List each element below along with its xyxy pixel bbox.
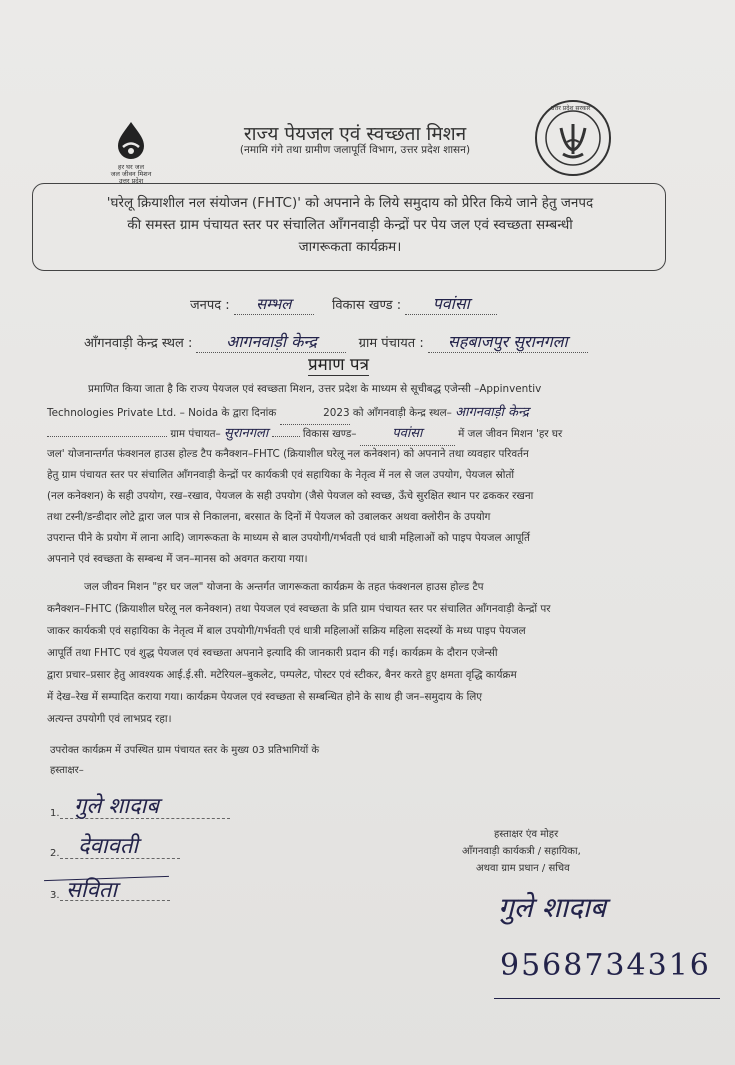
anganwadi-label: आँगनवाड़ी केन्द्र स्थल : — [84, 336, 193, 351]
vikas-khand-value: पवांसा — [432, 294, 470, 313]
participant-signature-1: गुले शादाब — [74, 794, 159, 819]
janpad-label: जनपद : — [190, 298, 230, 313]
participant-number-3: 3. — [50, 890, 60, 901]
mission-subtitle: (नमामि गंगे तथा ग्रामीण जलापूर्ति विभाग, उत्तर प्रदेश शासन) — [239, 144, 471, 156]
participant-signature-3: सविता — [66, 878, 118, 903]
date-year: 2023 — [323, 407, 350, 419]
signatory-label-3: अथवा ग्राम प्रधान / सचिव — [476, 863, 570, 874]
para2-line2: कनैक्शन–FHTC (क्रियाशील घरेलू नल कनेक्शन) तथा पेयजल एवं स्वच्छता के प्रति ग्राम पंचायत स्तर पर संचालित आँगनवाड़ी केन्द्रों पर — [47, 603, 551, 615]
para1-line2 — [47, 403, 687, 425]
program-line-3: जागरूकता कार्यक्रम। — [298, 239, 402, 255]
anganwadi-value: आगनवाड़ी केन्द्र — [226, 332, 317, 351]
para1-line8: उपरान्त पीने के प्रयोग में लाना आदि) जागरूकता के माध्यम से बाल उपयोगी/गर्भवती एवं धात्री महिलाओं को पाइप पेयजल आपूर्ति — [47, 532, 530, 544]
para1-line3-text-b: विकास खण्ड– — [302, 428, 357, 440]
janpad-value: सम्भल — [256, 295, 292, 313]
participant-number-2: 2. — [50, 848, 60, 859]
vikas-khand-label: विकास खण्ड : — [331, 298, 402, 313]
program-description — [44, 192, 656, 258]
para2-line5: द्वारा प्रचार–प्रसार हेतु आवश्यक आई.ई.सी. मटेरियल–बुकलेट, पम्पलेट, पोस्टर एवं स्टीकर, बैनर करते हुए क्षमता वृद्धि कार्यक्रम — [47, 669, 517, 681]
signatory-signature: गुले शादाब — [498, 891, 607, 924]
signatory-label-2: आँगनवाड़ी कार्यकत्री / सहायिका, — [462, 846, 581, 857]
village-hand: सुरानगला — [224, 426, 269, 441]
participants-intro: उपरोक्त कार्यक्रम में उपस्थित ग्राम पंचायत स्तर के मुख्य 03 प्रतिभागियों के — [50, 745, 320, 756]
program-line-1: 'घरेलू क्रियाशील नल संयोजन (FHTC)' को अपनाने के लिये समुदाय को प्रेरित किये जाने हेतु जनपद — [106, 195, 594, 211]
logo-text-1: हर घर जल — [118, 163, 144, 171]
signatory-underline — [494, 998, 720, 999]
logo-text-2: जल जीवन मिशन — [110, 170, 152, 178]
mission-title: राज्य पेयजल एवं स्वच्छता मिशन — [243, 123, 467, 145]
para1-line3-text-a: ग्राम पंचायत– — [170, 428, 221, 440]
para1-line7: तथा टस्नी/डन्डीदार लोटे द्वारा जल पात्र से निकालना, बरसात के दिनों में पेयजल को उबालकर अथवा क्लोरीन के उपयोग — [47, 511, 491, 523]
anganwadi-row — [84, 330, 588, 353]
para2-line7: अत्यन्त उपयोगी एवं लाभप्रद रहा। — [47, 713, 172, 725]
para1-line3-text-c: में जल जीवन मिशन 'हर घर — [458, 428, 563, 440]
participants-signature-label: हस्ताक्षर– — [50, 765, 84, 776]
para1-line9: अपनाने एवं स्वच्छता के सम्बन्ध में जन–मानस को अवगत कराया गया। — [47, 553, 308, 565]
para1-line2-text-b: को आँगनवाड़ी केन्द्र स्थल– — [352, 407, 452, 419]
participant-signature-2: देवावती — [78, 834, 139, 859]
logo-text-3: उत्तर प्रदेश — [118, 177, 144, 185]
para2-line3: जाकर कार्यकत्री एवं सहायिका के नेतृत्व में बाल उपयोगी/गर्भवती एवं धात्री महिलाओं सक्रिय महिला सदस्यों के मध्य पाइप पेयजल — [47, 625, 526, 637]
emblem-text: उत्तर प्रदेश सरकार — [551, 105, 591, 112]
block-hand: पवांसा — [392, 426, 423, 441]
phone-number: 9568734316 — [500, 948, 711, 983]
para1-line2-text-a: Technologies Private Ltd. – Noida के द्वारा दिनांक — [47, 407, 277, 419]
para1-line4: जल' योजनान्तर्गत फंक्शनल हाउस होल्ड टैप कनैक्शन–FHTC (क्रियाशील घरेलू नल कनेक्शन) को अपनाने तथा व्यवहार परिवर्तन — [47, 448, 529, 460]
janpad-row — [190, 292, 497, 315]
program-line-2: की समस्त ग्राम पंचायत स्तर पर संचालित आँगनवाड़ी केन्द्रों पर पेय जल एवं स्वच्छता सम्बन्धी — [127, 217, 573, 233]
para1-line6: (नल कनेक्शन) के सही उपयोग, रख–रखाव, पेयजल के सही उपयोग (जैसे पेयजल को स्वच्छ, ऊँचे सुरक्षित स्थान पर ढककर रखना — [47, 490, 534, 502]
para2-line4: आपूर्ति तथा FHTC एवं शुद्ध पेयजल एवं स्वच्छता अपनाने इत्यादि की जानकारी प्रदान की गई। कार्यक्रम के दौरान एजेन्सी — [47, 647, 498, 659]
para1-line3 — [47, 424, 687, 446]
participant-number-1: 1. — [50, 808, 60, 819]
certificate-title: प्रमाण पत्र — [308, 352, 369, 376]
para1-line5: हेतु ग्राम पंचायत स्तर पर संचालित आँगनवाड़ी केन्द्रों पर कार्यकत्री एवं सहायिका के नेतृत्व में नल से जल उपयोग, पेयजल स्रोतों — [47, 469, 515, 481]
gram-panchayat-label: ग्राम पंचायत : — [358, 336, 424, 351]
para2-line1: जल जीवन मिशन "हर घर जल" योजना के अन्तर्गत जागरूकता कार्यक्रम के तहत फंक्शनल हाउस होल्ड टैप — [84, 581, 484, 593]
anganwadi-site-hand: आगनवाड़ी केन्द्र — [455, 405, 529, 420]
gram-panchayat-value: सहबाजपुर सुरानगला — [448, 332, 568, 351]
para2-line6: में देख–रेख में सम्पादित कराया गया। कार्यक्रम पेयजल एवं स्वच्छता से सम्बन्धित होने के साथ ही जन–समुदाय के लिए — [47, 691, 483, 703]
para1-line1: प्रमाणित किया जाता है कि राज्य पेयजल एवं स्वच्छता मिशन, उत्तर प्रदेश के माध्यम से सूचीबद्ध एजेन्सी –Appinventiv — [88, 383, 542, 395]
signatory-label-1: हस्ताक्षर एंव मोहर — [494, 829, 559, 840]
